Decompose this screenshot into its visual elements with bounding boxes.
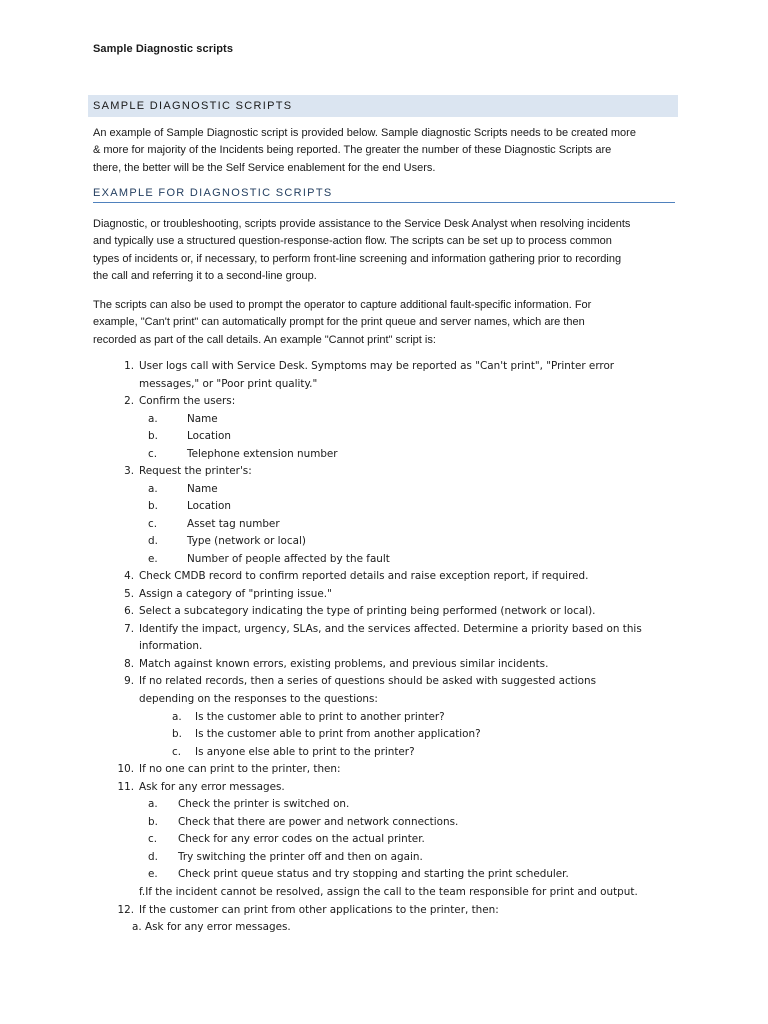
sub-text: Is the customer able to print to another printer? bbox=[195, 711, 445, 723]
list-text: Confirm the users: bbox=[139, 395, 236, 407]
list-text: Match against known errors, existing problems, and previous similar incidents. bbox=[139, 658, 549, 670]
sub-marker: b. bbox=[148, 430, 158, 442]
page-header-title: Sample Diagnostic scripts bbox=[93, 43, 234, 55]
list-text: If no related records, then a series of questions should be asked with suggested actions bbox=[139, 675, 596, 687]
list-text: Identify the impact, urgency, SLAs, and the services affected. Determine a priority based on this bbox=[139, 623, 642, 635]
paragraph-line: the call and referring it to a second-line group. bbox=[93, 269, 317, 282]
paragraph-line: types of incidents or, if necessary, to perform front-line screening and information gathering prior to recording bbox=[93, 252, 622, 265]
sub-marker: b. bbox=[148, 816, 158, 828]
list-text: Select a subcategory indicating the type of printing being performed (network or local). bbox=[139, 605, 596, 617]
intro-line: there, the better will be the Self Service enablement for the end Users. bbox=[93, 161, 436, 174]
sub-marker: c. bbox=[148, 448, 158, 460]
sub-marker: b. bbox=[172, 728, 182, 740]
section-heading-example: EXAMPLE FOR DIAGNOSTIC SCRIPTS bbox=[93, 186, 675, 203]
sub-marker: e. bbox=[148, 553, 158, 565]
sub-marker: d. bbox=[148, 535, 158, 547]
list-text: information. bbox=[139, 640, 203, 652]
list-number: 5. bbox=[124, 588, 134, 600]
sub-text: Name bbox=[187, 483, 218, 495]
list-number: 4. bbox=[124, 570, 134, 582]
paragraph-line: example, "Can't print" can automatically prompt for the print queue and server names, which are then bbox=[93, 316, 585, 329]
sub-text: Location bbox=[187, 430, 231, 442]
list-number: 10. bbox=[117, 763, 134, 775]
list-number: 7. bbox=[124, 623, 134, 635]
sub-text: Check for any error codes on the actual printer. bbox=[178, 833, 425, 845]
list-text: Assign a category of "printing issue." bbox=[139, 588, 332, 600]
sub-text: Number of people affected by the fault bbox=[187, 553, 390, 565]
list-number: 1. bbox=[124, 360, 134, 372]
sub-marker: d. bbox=[148, 851, 158, 863]
sub-marker: b. bbox=[148, 500, 158, 512]
list-text: messages," or "Poor print quality." bbox=[139, 378, 318, 390]
intro-line: & more for majority of the Incidents being reported. The greater the number of these Diagnostic Scripts are bbox=[93, 144, 612, 157]
sub-text: f.If the incident cannot be resolved, assign the call to the team responsible for print and output. bbox=[139, 886, 638, 898]
sub-text: Location bbox=[187, 500, 231, 512]
list-number: 11. bbox=[117, 781, 134, 793]
sub-text: Try switching the printer off and then on again. bbox=[178, 851, 423, 863]
paragraph-line: and typically use a structured question-response-action flow. The scripts can be set up to process common bbox=[93, 235, 612, 248]
list-number: 9. bbox=[124, 675, 134, 687]
list-text: Ask for any error messages. bbox=[139, 781, 285, 793]
list-number: 6. bbox=[124, 605, 134, 617]
intro-paragraph bbox=[93, 125, 674, 177]
sub-marker: c. bbox=[148, 833, 158, 845]
sub-text: Is the customer able to print from another application? bbox=[195, 728, 481, 740]
sub-text: Is anyone else able to print to the printer? bbox=[195, 746, 415, 758]
paragraph-line: The scripts can also be used to prompt the operator to capture additional fault-specific information. For bbox=[93, 299, 592, 311]
sub-text: Check print queue status and try stopping and starting the print scheduler. bbox=[178, 868, 569, 880]
list-text: Check CMDB record to confirm reported details and raise exception report, if required. bbox=[139, 570, 589, 582]
sub-text: Name bbox=[187, 413, 218, 425]
intro-line: An example of Sample Diagnostic script is provided below. Sample diagnostic Scripts needs to be created more bbox=[93, 127, 636, 139]
paragraph-line: recorded as part of the call details. An example "Cannot print" script is: bbox=[93, 333, 436, 346]
list-number: 2. bbox=[124, 395, 134, 407]
list-text: depending on the responses to the questions: bbox=[139, 693, 378, 705]
list-text: Request the printer's: bbox=[139, 465, 252, 477]
sub-marker: a. bbox=[148, 483, 158, 495]
sub-text: Telephone extension number bbox=[187, 448, 338, 460]
list-text: If the customer can print from other applications to the printer, then: bbox=[139, 904, 499, 916]
list-number: 3. bbox=[124, 465, 134, 477]
sub-text: Asset tag number bbox=[187, 518, 280, 530]
section-heading-sample-diagnostic-scripts: SAMPLE DIAGNOSTIC SCRIPTS bbox=[88, 95, 678, 117]
sub-marker: a. bbox=[148, 413, 158, 425]
list-text: User logs call with Service Desk. Symptoms may be reported as "Can't print", "Printer error bbox=[139, 360, 615, 372]
diagnostic-paragraph-1 bbox=[93, 216, 674, 285]
sub-text: Type (network or local) bbox=[187, 535, 306, 547]
list-number: 8. bbox=[124, 658, 134, 670]
list-number: 12. bbox=[117, 904, 134, 916]
sub-marker: c. bbox=[172, 746, 182, 758]
diagnostic-paragraph-2 bbox=[93, 297, 674, 349]
sub-text: Check that there are power and network connections. bbox=[178, 816, 459, 828]
paragraph-line: Diagnostic, or troubleshooting, scripts provide assistance to the Service Desk Analyst when resolving incidents bbox=[93, 218, 631, 230]
sub-marker: e. bbox=[148, 868, 158, 880]
sub-marker: a. bbox=[148, 798, 158, 810]
sub-text: Check the printer is switched on. bbox=[178, 798, 350, 810]
sub-marker: a. bbox=[172, 711, 182, 723]
sub-marker: c. bbox=[148, 518, 158, 530]
sub-text: a. Ask for any error messages. bbox=[132, 921, 291, 933]
list-text: If no one can print to the printer, then: bbox=[139, 763, 341, 775]
